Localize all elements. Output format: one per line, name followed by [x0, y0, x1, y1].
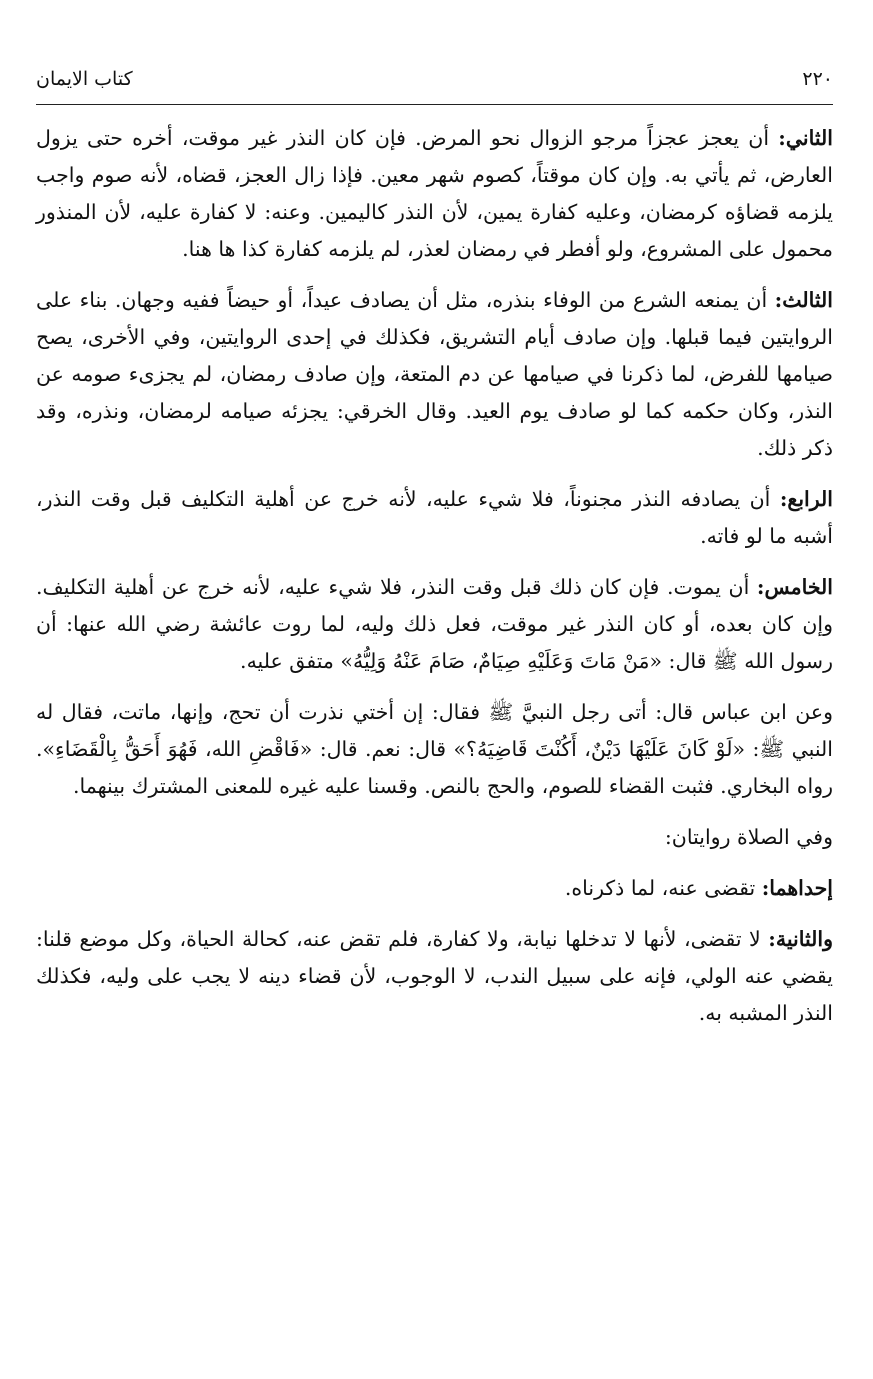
- paragraph-text: أن يمنعه الشرع من الوفاء بنذره، مثل أن يصادف عيداً، أو حيضاً ففيه وجهان. بناء على الروايتين فيما قبلها. وإن صادف أيام التشريق، فكذلك في إحدى الروايتين، وفي الأخرى، يصح صيامها للفرض، لما ذكرنا في صيامها عن دم المتعة، وإن صادف رمضان، لم يجزىء صومه عن النذر، وكان حكمه كما لو صادف يوم العيد. وقال الخرقي: يجزئه صيامه لرمضان، ونذره، وقد ذكر ذلك.: [36, 288, 833, 460]
- paragraph-text: لا تقضى، لأنها لا تدخلها نيابة، ولا كفارة، فلم تقض عنه، كحالة الحياة، وكل موضع قلنا: يقضي عنه الولي، فإنه على سبيل الندب، لا الوجوب، لأن قضاء دينه لا يجب على وليه، فكذلك النذر المشبه به.: [36, 927, 833, 1025]
- paragraph-term: الرابع:: [779, 487, 833, 511]
- paragraph-term: الثالث:: [774, 288, 833, 312]
- paragraph-text: أن يصادفه النذر مجنوناً، فلا شيء عليه، لأنه خرج عن أهلية التكليف قبل وقت النذر، أشبه ما لو فاته.: [36, 487, 833, 548]
- paragraph-first-narration: [36, 870, 833, 907]
- page-header: [36, 64, 833, 94]
- paragraph-third: [36, 282, 833, 467]
- paragraph-second: [36, 120, 833, 268]
- header-rule: [36, 104, 833, 105]
- paragraph-text: تقضى عنه، لما ذكرناه.: [564, 876, 762, 900]
- paragraph-ibn-abbas: [36, 694, 833, 805]
- paragraph-term: والثانية:: [768, 927, 833, 951]
- paragraph-text: وعن ابن عباس قال: أتى رجل النبيَّ ﷺ فقال: إن أختي نذرت أن تحج، وإنها، ماتت، فقال له النبي ﷺ: «لَوْ كَانَ عَلَيْهَا دَيْنٌ، أَكُنْتَ قَاضِيَهُ؟» قال: نعم. قال: «فَاقْضِ الله، فَهُوَ أَحَقُّ بِالْقَضَاءِ». رواه البخاري. فثبت القضاء للصوم، والحج بالنص. وقسنا عليه غيره للمعنى المشترك بينهما.: [36, 700, 833, 798]
- page-number: ٢٢٠: [802, 68, 833, 90]
- book-title: كتاب الايمان: [36, 68, 133, 90]
- paragraph-term: إحداهما:: [761, 876, 833, 900]
- paragraph-fourth: [36, 481, 833, 555]
- paragraph-prayer: [36, 819, 833, 856]
- paragraph-text: وفي الصلاة روايتان:: [664, 825, 833, 849]
- paragraph-term: الثاني:: [778, 126, 833, 150]
- paragraph-term: الخامس:: [756, 575, 833, 599]
- paragraph-fifth: [36, 569, 833, 680]
- paragraph-text: أن يموت. فإن كان ذلك قبل وقت النذر، فلا شيء عليه، لأنه خرج عن أهلية التكليف. وإن كان بعده، أو كان النذر غير موقت، فعل ذلك وليه، لما روت عائشة رضي الله عنها: أن رسول الله ﷺ قال: «مَنْ مَاتَ وَعَلَيْهِ صِيَامٌ، صَامَ عَنْهُ وَلِيُّهُ» متفق عليه.: [36, 575, 833, 673]
- paragraph-text: أن يعجز عجزاً مرجو الزوال نحو المرض. فإن كان النذر غير موقت، أخره حتى يزول العارض، ثم يأتي به. وإن كان موقتاً، كصوم شهر معين. فإذا زال العجز، قضاه، لأنه صوم واجب يلزمه قضاؤه كرمضان، وعليه كفارة يمين، لأن النذر كاليمين. وعنه: لا كفارة عليه، لأن المنذور محمول على المشروع، ولو أفطر في رمضان لعذر، لم يلزمه كفارة كذا ها هنا.: [36, 126, 833, 261]
- paragraph-second-narration: [36, 921, 833, 1032]
- page-body: [36, 120, 833, 1041]
